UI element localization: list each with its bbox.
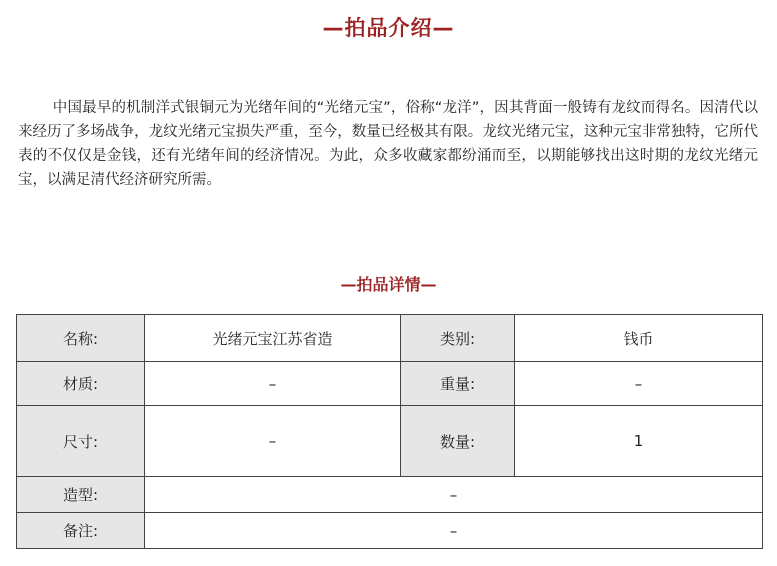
- shape-label: 造型:: [17, 477, 145, 513]
- material-label: 材质:: [17, 362, 145, 406]
- table-row: [17, 477, 763, 513]
- size-label: 尺寸:: [17, 406, 145, 477]
- table-row: [17, 315, 763, 362]
- details-title: —拍品详情—: [340, 275, 437, 294]
- table-row: [17, 406, 763, 477]
- note-label: 备注:: [17, 513, 145, 549]
- weight-label: 重量:: [401, 362, 515, 406]
- table-row: [17, 513, 763, 549]
- intro-title: —拍品介绍—: [322, 16, 455, 40]
- note-value: –: [145, 513, 763, 549]
- category-label: 类别:: [401, 315, 515, 362]
- name-label: 名称:: [17, 315, 145, 362]
- intro-paragraph: 中国最早的机制洋式银铜元为光绪年间的“光绪元宝”，俗称“龙洋”，因其背面一般铸有龙纹而得名。因清代以来经历了多场战争，龙纹光绪元宝损失严重，至今，数量已经极其有限。龙纹光绪元宝，这种元宝非常独特，它所代表的不仅仅是金钱，还有光绪年间的经济情况。为此，众多收藏家都纷涌而至，以期能够找出这时期的龙纹光绪元宝，以满足清代经济研究所需。: [18, 100, 758, 188]
- size-value: –: [145, 406, 401, 477]
- material-value: –: [145, 362, 401, 406]
- weight-value: –: [515, 362, 763, 406]
- category-value: 钱币: [515, 315, 763, 362]
- quantity-label: 数量:: [401, 406, 515, 477]
- quantity-value: 1: [515, 406, 763, 477]
- shape-value: –: [145, 477, 763, 513]
- details-table: [16, 314, 763, 549]
- table-row: [17, 362, 763, 406]
- name-value: 光绪元宝江苏省造: [145, 315, 401, 362]
